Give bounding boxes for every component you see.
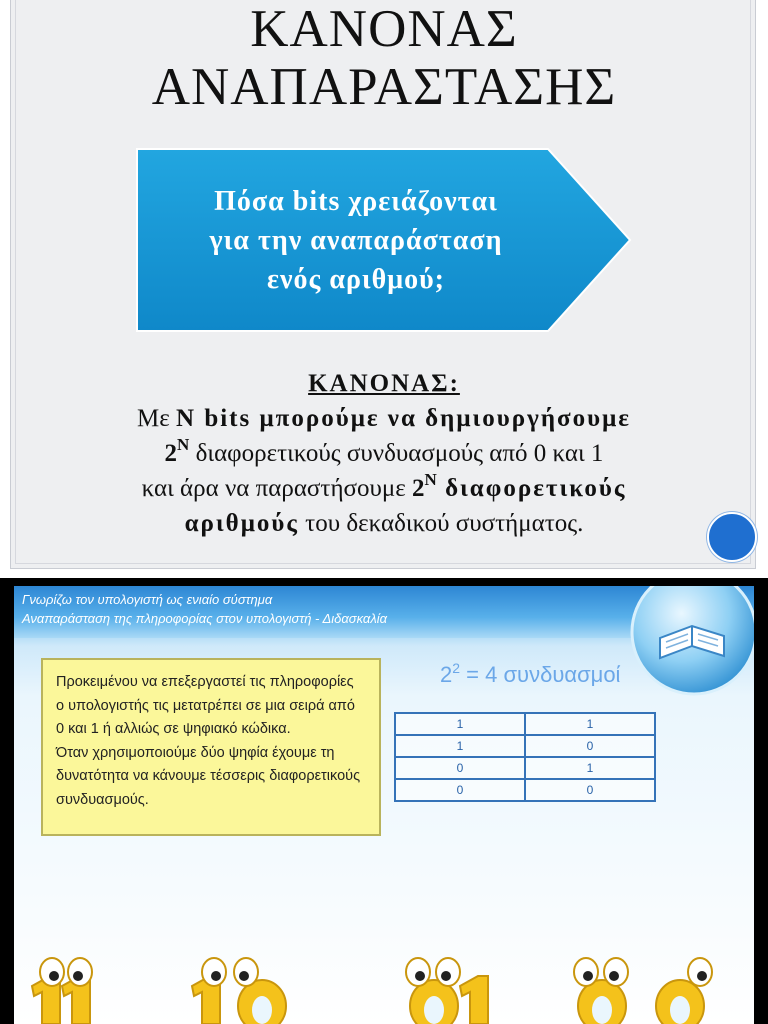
combinations-base: 2	[440, 662, 453, 687]
callout-line-2: για την αναπαράσταση	[209, 225, 503, 256]
table-cell: 1	[395, 713, 525, 735]
table-cell: 0	[525, 779, 655, 801]
combinations-label	[440, 662, 620, 688]
rule-line-3	[0, 471, 768, 506]
table-cell: 0	[525, 735, 655, 757]
rule-line-2-base: 2	[164, 440, 178, 467]
table-cell: 0	[395, 779, 525, 801]
rule-line-2-rest: διαφορετικούς συνδυασμούς από 0 και 1	[189, 440, 604, 467]
rule-line-3-pre: και άρα να παραστήσουμε	[141, 475, 413, 502]
combinations-exponent: 2	[452, 660, 461, 676]
app-title: Γνωρίζω τον υπολογιστή ως ενιαίο σύστημα	[22, 592, 273, 607]
mascot-digit-0-0	[574, 958, 712, 1024]
book-globe-icon	[620, 586, 754, 702]
note-line: συνδυασμούς.	[56, 791, 149, 808]
rule-block	[0, 366, 768, 541]
mascot-digit-0-1	[406, 958, 488, 1024]
note-line: Όταν χρησιμοποιούμε δύο ψηφία έχουμε τη	[56, 744, 335, 761]
table-cell: 1	[395, 735, 525, 757]
table-cell: 1	[525, 713, 655, 735]
app-subtitle: Αναπαράσταση της πληροφορίας στον υπολογιστή - Διδασκαλία	[22, 611, 388, 626]
rule-line-4	[0, 506, 768, 541]
rule-line-2-exponent: N	[177, 435, 190, 454]
table-row	[395, 757, 655, 779]
bits-table	[394, 712, 656, 802]
slide-title	[0, 0, 768, 116]
question-callout	[136, 148, 632, 332]
callout-line-1: Πόσα bits χρειάζονται	[214, 186, 498, 217]
learning-app	[14, 586, 754, 1024]
rule-line-1-bold: N bits μπορούμε να δημιουργήσουμε	[176, 405, 631, 432]
note-line: Προκειμένου να επεξεργαστεί τις πληροφορίες	[56, 674, 354, 690]
rule-line-2	[0, 436, 768, 471]
rule-line-4-rest: του δεκαδικού συστήματος.	[298, 510, 584, 537]
callout-text	[136, 182, 576, 299]
title-line-1: ΚΑΝΟΝΑΣ	[250, 0, 518, 58]
rule-line-3-exponent: N	[424, 470, 437, 489]
combinations-text: = 4 συνδυασμοί	[460, 662, 621, 687]
note-line: 0 και 1 ή αλλιώς σε ψηφιακό κώδικα.	[56, 721, 291, 737]
rule-line-4-bold: αριθμούς	[184, 510, 299, 537]
mascot-digit-1-0	[192, 958, 286, 1024]
blue-dot-decoration	[707, 512, 757, 562]
rule-heading: ΚΑΝΟΝΑΣ:	[308, 370, 460, 397]
rule-line-3-base: 2	[412, 475, 425, 502]
table-row	[395, 713, 655, 735]
embedded-screenshot	[0, 578, 768, 1024]
explanation-note	[41, 658, 381, 836]
mascot-digit-1-1	[32, 958, 92, 1024]
title-line-2: ΑΝΑΠΑΡΑΣΤΑΣΗΣ	[151, 58, 617, 116]
rule-line-1-pre: Με	[137, 405, 177, 432]
table-cell: 1	[525, 757, 655, 779]
rule-line-3-bold: διαφορετικούς	[436, 475, 627, 502]
digit-mascots	[14, 956, 754, 1024]
table-row	[395, 735, 655, 757]
table-row	[395, 779, 655, 801]
note-line: δυνατότητα να κάνουμε τέσσερις διαφορετικούς	[56, 768, 361, 784]
table-cell: 0	[395, 757, 525, 779]
callout-line-3: ενός αριθμού;	[267, 264, 445, 295]
note-line: ο υπολογιστής τις μετατρέπει σε μια σειρά από	[56, 697, 355, 714]
rule-line-1	[0, 401, 768, 436]
